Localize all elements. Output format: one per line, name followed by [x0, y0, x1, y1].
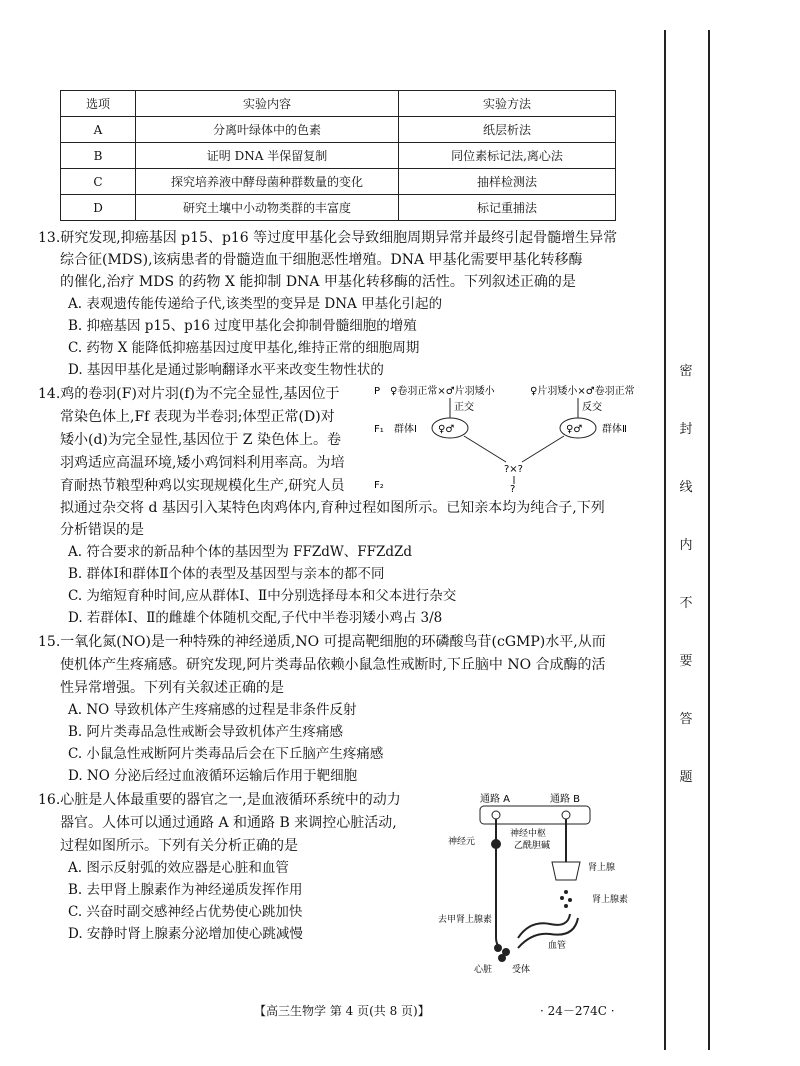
table-cell: 抽样检测法 [399, 169, 616, 195]
table-cell: 纸层析法 [399, 117, 616, 143]
seal-char: 内 [679, 538, 693, 553]
vessel-label: 血管 [548, 941, 567, 951]
table-cell: B [61, 143, 136, 169]
q13-stem-line: 综合征(MDS),该病患者的骨髓造血干细胞恶性增殖。DNA 甲基化需要甲基化转移酶 [60, 252, 583, 268]
center-label: 神经中枢 [510, 829, 547, 839]
q14-option-c: C. 为缩短育种时间,应从群体Ⅰ、Ⅱ中分别选择母本和父本进行杂交 [68, 588, 457, 604]
f1-cross: ?×? [504, 464, 523, 475]
seal-char: 题 [679, 770, 693, 785]
table-cell: 探究培养液中酵母菌种群数量的变化 [136, 169, 399, 195]
heart-regulation-diagram [418, 788, 654, 978]
table-cell: C [61, 169, 136, 195]
table-cell: 证明 DNA 半保留复制 [136, 143, 399, 169]
path-a-nerve [496, 819, 500, 948]
q14-stem-line: 分析错误的是 [60, 522, 144, 538]
q13-stem-line: 13.研究发现,抑癌基因 p15、p16 等过度甲基化会导致细胞周期异常并最终引起骨髓增生异常 [38, 230, 618, 246]
q15-stem-line: 性异常增强。下列有关叙述正确的是 [60, 680, 284, 696]
seal-line [708, 30, 710, 1050]
table-header: 选项 [61, 91, 136, 117]
neuron-body-icon [492, 811, 500, 819]
paper-code: · 24－274C · [540, 1004, 615, 1018]
group1-sexes: ♀♂ [438, 424, 455, 435]
table-row [61, 195, 616, 221]
q15-option-a: A. NO 导致机体产生疼痛感的过程是非条件反射 [68, 702, 357, 718]
q15-stem-line: 使机体产生疼痛感。研究发现,阿片类毒品依赖小鼠急性戒断时,下丘脑中 NO 合成酶的活 [60, 657, 606, 673]
table-cell: 同位素标记法,离心法 [399, 143, 616, 169]
acetylcholine-label: 乙酰胆碱 [514, 841, 551, 851]
table-header: 实验内容 [136, 91, 399, 117]
q14-option-a: A. 符合要求的新品种个体的基因型为 FFZdW、FFZdZd [68, 544, 413, 560]
q14-stem-line: 14.鸡的卷羽(F)对片羽(f)为不完全显性,基因位于 [38, 386, 340, 402]
q14-stem-line: 拟通过杂交将 d 基因引入某特色肉鸡体内,育种过程如图所示。已知亲本均为纯合子,下列 [60, 500, 605, 516]
receptor-cluster-icon [498, 954, 506, 962]
secretion-dot [564, 890, 568, 894]
seal-char: 线 [679, 480, 693, 495]
forward-label: 正交 [454, 402, 474, 413]
f2-result: ? [510, 484, 516, 492]
epinephrine-label: 肾上腺素 [592, 895, 629, 905]
table-cell: A [61, 117, 136, 143]
q16-option-c: C. 兴奋时副交感神经占优势使心跳加快 [68, 904, 303, 920]
secretion-dot [560, 896, 564, 900]
group1-label: 群体Ⅰ [394, 424, 417, 435]
table-cell: 标记重捕法 [399, 195, 616, 221]
q15-option-c: C. 小鼠急性戒断阿片类毒品后会在下丘脑产生疼痛感 [68, 746, 384, 762]
seal-char: 封 [679, 422, 693, 437]
table-row [61, 143, 616, 169]
q16-option-a: A. 图示反射弧的效应器是心脏和血管 [68, 860, 289, 876]
table-cell: 分离叶绿体中的色素 [136, 117, 399, 143]
q16-stem-line: 器官。人体可以通过通路 A 和通路 B 来调控心脏活动, [60, 815, 397, 831]
q14-stem-line: 育耐热节粮型种鸡以实现规模化生产,研究人员 [60, 478, 345, 494]
receptor-label: 受体 [512, 965, 531, 975]
q14-stem-line: 羽鸡适应高温环境,矮小鸡饲料利用率高。为培 [60, 455, 345, 471]
table-header: 实验方法 [399, 91, 616, 117]
f2-label: F₂ [374, 480, 384, 491]
neuron-label: 神经元 [448, 837, 476, 847]
adrenal-gland-icon [552, 862, 580, 880]
q14-stem-line: 矮小(d)为完全显性,基因位于 Z 染色体上。卷 [60, 432, 341, 448]
f1-label: F₁ [374, 424, 384, 435]
seal-char: 不 [679, 596, 693, 611]
q14-option-d: D. 若群体Ⅰ、Ⅱ的雌雄个体随机交配,子代中半卷羽矮小鸡占 3/8 [68, 610, 443, 626]
q15-stem-line: 15.一氧化氮(NO)是一种特殊的神经递质,NO 可提高靶细胞的环磷酸鸟苷(cGMP)水平,从而 [38, 634, 606, 650]
path-a-label: 通路 A [480, 794, 511, 805]
p-label: P [374, 386, 381, 397]
q13-option-d: D. 基因甲基化是通过影响翻译水平来改变生物性状的 [68, 362, 384, 378]
seal-char: 要 [679, 654, 693, 669]
secretion-dot [564, 904, 568, 908]
norepinephrine-label: 去甲肾上腺素 [438, 915, 493, 925]
arrow-line [522, 436, 564, 462]
seal-char: 答 [679, 712, 693, 727]
table-cell: D [61, 195, 136, 221]
q16-option-b: B. 去甲肾上腺素作为神经递质发挥作用 [68, 882, 303, 898]
heart-label: 心脏 [474, 965, 493, 975]
q14-stem-line: 常染色体上,Ff 表现为半卷羽;体型正常(D)对 [60, 409, 335, 425]
q16-stem-line: 16.心脏是人体最重要的器官之一,是血液循环系统中的动力 [38, 792, 401, 808]
secretion-dot [568, 898, 572, 902]
cross-reverse: ♀片羽矮小×♂卷羽正常 [530, 386, 635, 397]
q16-option-d: D. 安静时肾上腺素分泌增加使心跳减慢 [68, 926, 303, 942]
table-row [61, 117, 616, 143]
q14-option-b: B. 群体Ⅰ和群体Ⅱ个体的表型及基因型与亲本的都不同 [68, 566, 385, 582]
cross-forward: ♀卷羽正常×♂片羽矮小 [390, 386, 495, 397]
page-footer: 【高三生物学 第 4 页(共 8 页)】 [254, 1004, 430, 1018]
q15-option-b: B. 阿片类毒品急性戒断会导致机体产生疼痛感 [68, 724, 344, 740]
q16-stem-line: 过程如图所示。下列有关分析正确的是 [60, 838, 298, 854]
reverse-label: 反交 [582, 402, 602, 413]
table-header-row [61, 91, 616, 117]
group2-label: 群体Ⅱ [602, 424, 627, 435]
q13-option-b: B. 抑癌基因 p15、p16 过度甲基化会抑制骨髓细胞的增殖 [68, 318, 417, 334]
table-row [61, 169, 616, 195]
arrow-line [464, 436, 506, 462]
breeding-diagram [368, 380, 654, 492]
neuron-body-icon [562, 811, 570, 819]
seal-line [664, 30, 666, 1050]
table-cell: 研究土壤中小动物类群的丰富度 [136, 195, 399, 221]
adrenal-label: 肾上腺 [588, 863, 616, 873]
ganglion-icon [491, 839, 501, 849]
receptor-cluster-icon [494, 944, 502, 952]
group2-sexes: ♀♂ [566, 424, 583, 435]
experiment-table [60, 90, 616, 221]
q13-option-c: C. 药物 X 能降低抑癌基因过度甲基化,维持正常的细胞周期 [68, 340, 420, 356]
seal-char: 密 [679, 364, 693, 379]
q13-option-a: A. 表观遗传能传递给子代,该类型的变异是 DNA 甲基化引起的 [68, 296, 443, 312]
q13-stem-line: 的催化,治疗 MDS 的药物 X 能抑制 DNA 甲基化转移酶的活性。下列叙述正确的是 [60, 274, 576, 290]
path-b-label: 通路 B [550, 794, 581, 805]
q15-option-d: D. NO 分泌后经过血液循环运输后作用于靶细胞 [68, 768, 358, 784]
